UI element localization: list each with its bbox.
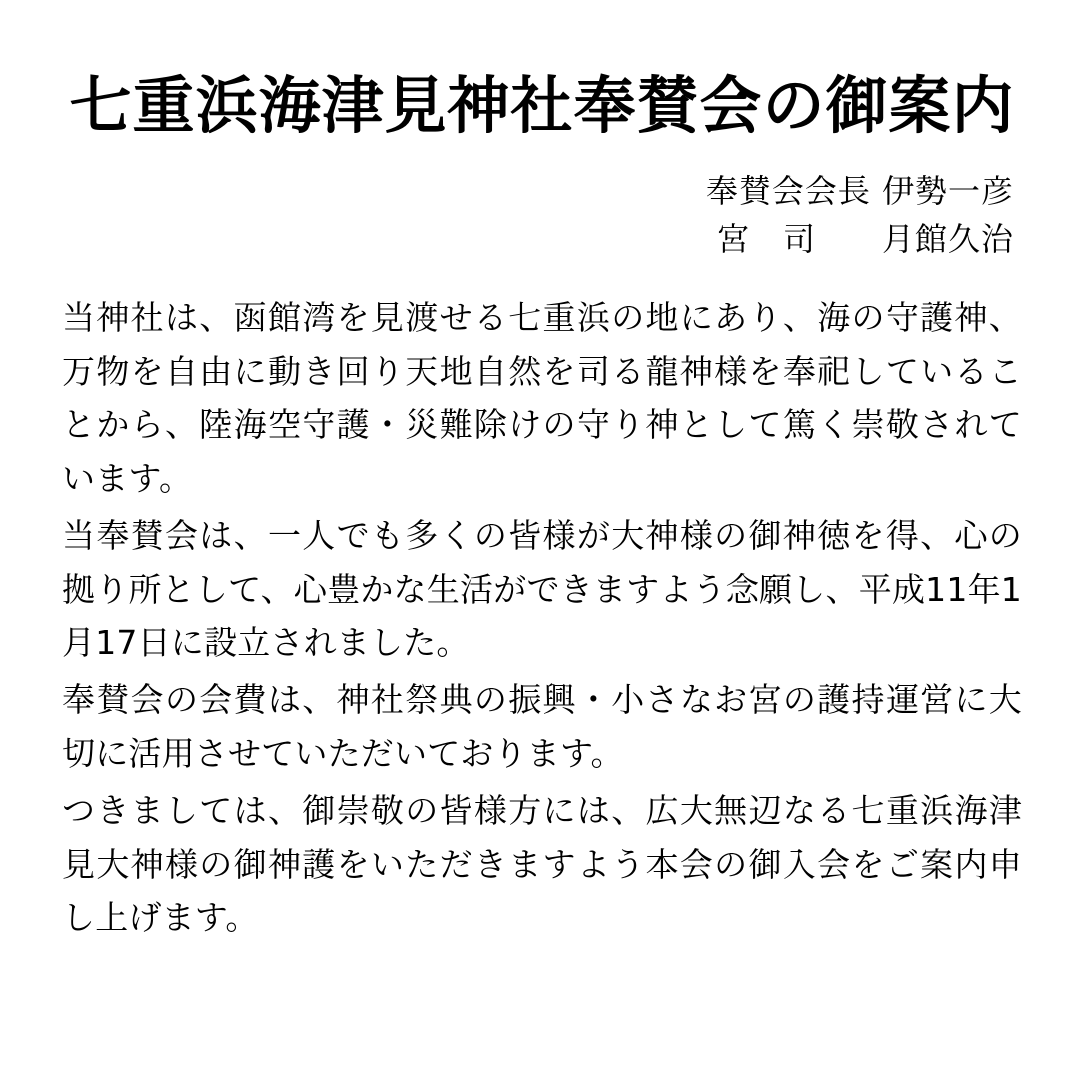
signature-chief-priest: 宮 司 月館久治 (716, 220, 1014, 259)
paragraph-association-founding: 当奉賛会は、一人でも多くの皆様が大神様の御神徳を得、心の拠り所として、心豊かな生活ができますよう念願し、平成11年1月17日に設立されました。 (62, 516, 1022, 663)
signature-chairman: 奉賛会会長 伊勢一彦 (705, 172, 1014, 211)
body-text (62, 291, 1022, 944)
signature-block (62, 167, 1014, 263)
page-title: 七重浜海津見神社奉賛会の御案内 (69, 69, 1015, 142)
paragraph-shrine-description: 当神社は、函館湾を見渡せる七重浜の地にあり、海の守護神、万物を自由に動き回り天地自然を司る龍神様を奉祀していることから、陸海空守護・災難除けの守り神として篤く崇敬されています。 (62, 298, 1022, 498)
paragraph-invitation: つきましては、御崇敬の皆様方には、広大無辺なる七重浜海津見大神様の御神護をいただきますよう本会の御入会をご案内申し上げます。 (62, 791, 1022, 938)
paragraph-membership-fee-usage: 奉賛会の会費は、神社祭典の振興・小さなお宮の護持運営に大切に活用させていただいております。 (62, 680, 1022, 773)
